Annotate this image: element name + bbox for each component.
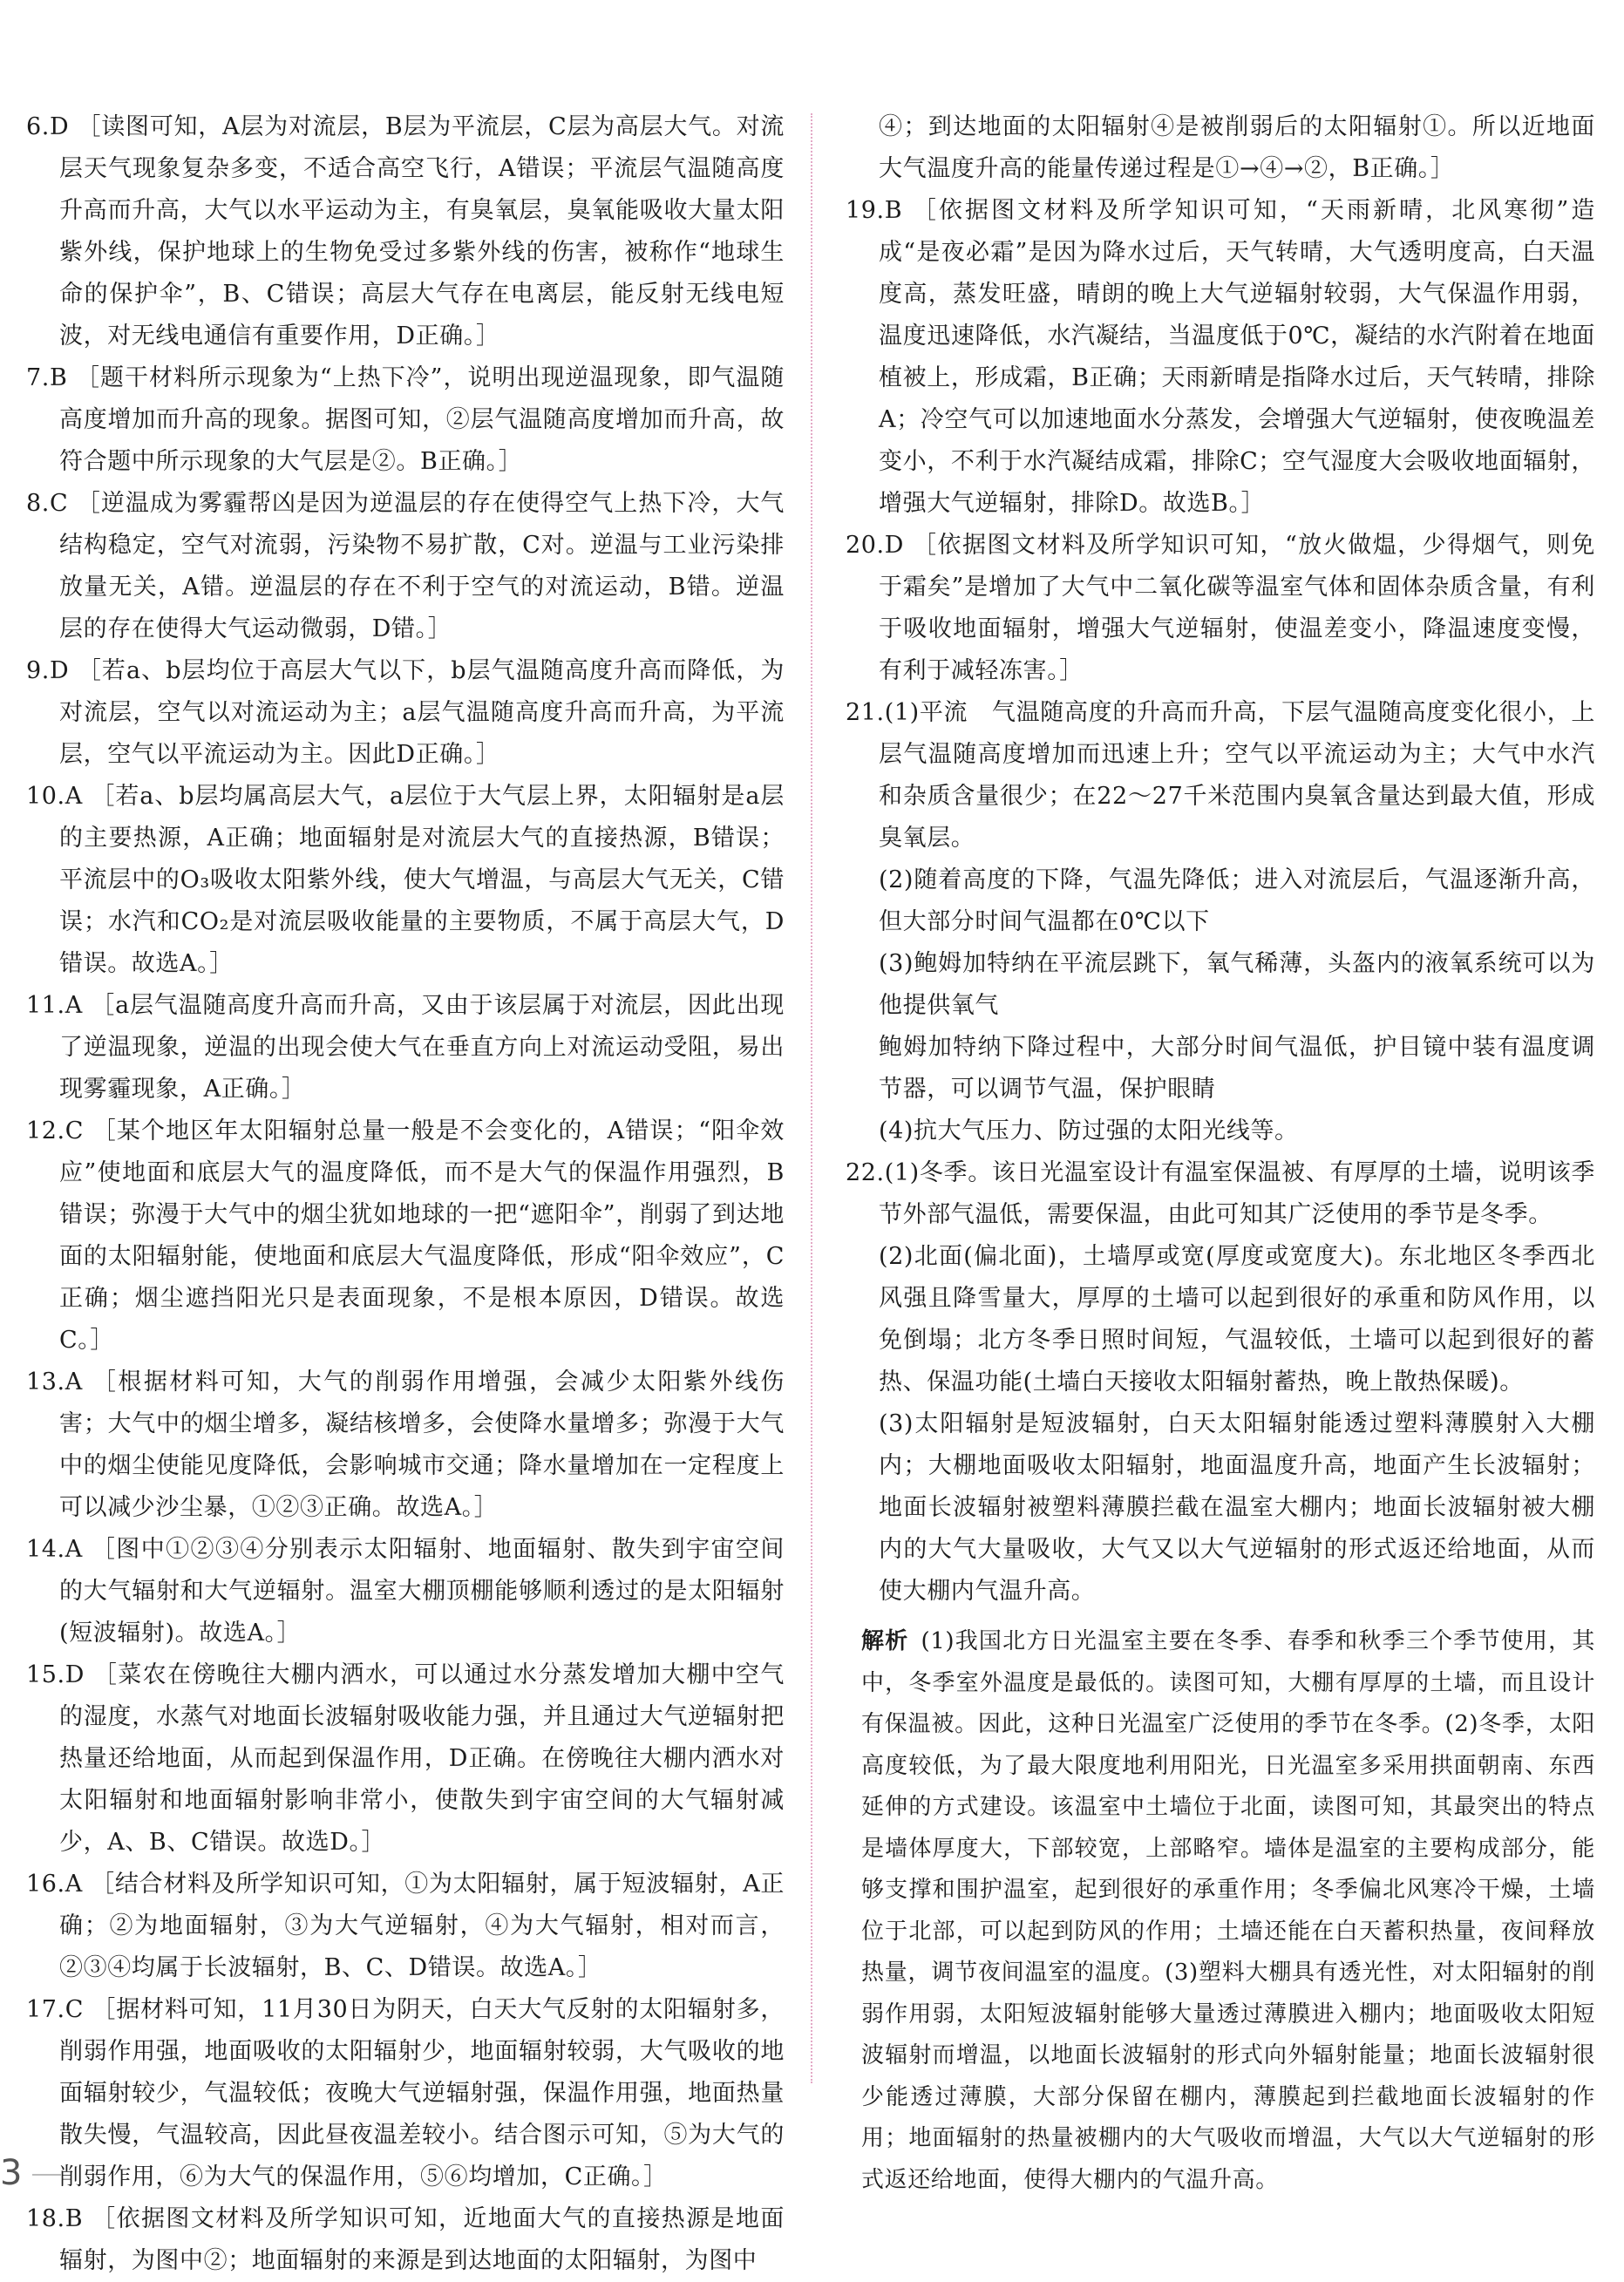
answer-item-15: 15.D ［菜农在傍晚往大棚内洒水，可以通过水分蒸发增加大棚中空气的湿度，水蒸气对地面长波辐射吸收能力强，并且通过大气逆辐射把热量还给地面，从而起到保温作用，D正确。在傍晚往大棚内洒水对太阳辐射和地面辐射影响非常小，使散失到宇宙空间的大气辐射减少，A、B、C错误。故选D。］ xyxy=(26,1661,785,1856)
answer-item-17: 17.C ［据材料可知，11月30日为阴天，白天大气反射的太阳辐射多，削弱作用强，地面吸收的太阳辐射少，地面辐射较弱，大气吸收的地面辐射较少，气温较低；夜晚大气逆辐射强，保温作用强，地面热量散失慢，气温较高，因此昼夜温差较小。结合图示可知，⑤为大气的削弱作用，⑥为大气的保温作用，⑤⑥均增加，C正确。］ xyxy=(26,1996,785,2190)
right-column xyxy=(846,106,1595,2201)
explanation-text: (1)我国北方日光温室主要在冬季、春季和秋季三个季节使用，其中，冬季室外温度是最低的。读图可知，大棚有厚厚的土墙，而且设计有保温被。因此，这种日光温室广泛使用的季节在冬季。(2)冬季，太阳高度较低，为了最大限度地利用阳光，日光温室多采用拱面朝南、东西延伸的方式建设。该温室中土墙位于北面，读图可知，其最突出的特点是墙体厚度大，下部较宽，上部略窄。墙体是温室的主要构成部分，能够支撑和围护温室，起到很好的承重作用；冬季偏北风寒冷干燥，土墙位于北部，可以起到防风的作用；土墙还能在白天蓄积热量，夜间释放热量，调节夜间温室的温度。(3)塑料大棚具有透光性，对太阳辐射的削弱作用弱，太阳短波辐射能够大量透过薄膜进入棚内；地面吸收太阳短波辐射而增温，以地面长波辐射的形式向外辐射能量；地面长波辐射很少能透过薄膜，大部分保留在棚内，薄膜起到拦截地面长波辐射的作用；地面辐射的热量被棚内的大气吸收而增温，大气以大气逆辐射的形式返还给地面，使得大棚内的气温升高。 xyxy=(861,1628,1595,2193)
answer-item-21: 21.(1)平流 气温随高度的升高而升高，下层气温随高度变化很小，上层气温随高度增加而迅速上升；空气以平流运动为主；大气中水汽和杂质含量很少；在22～27千米范围内臭氧含量达到最大值，形成臭氧层。 xyxy=(846,699,1595,852)
column-divider xyxy=(811,113,812,2083)
answer-item-13: 13.A ［根据材料可知，大气的削弱作用增强，会减少太阳紫外线伤害；大气中的烟尘增多，凝结核增多，会使降水量增多；弥漫于大气中的烟尘使能见度降低，会影响城市交通；降水量增加在一定程度上可以减少沙尘暴，①②③正确。故选A。］ xyxy=(26,1369,785,1521)
answer-item-16: 16.A ［结合材料及所学知识可知，①为太阳辐射，属于短波辐射，A正确；②为地面辐射，③为大气逆辐射，④为大气辐射，相对而言，②③④均属于长波辐射，B、C、D错误。故选A。］ xyxy=(26,1871,785,1981)
answer-item-14: 14.A ［图中①②③④分别表示太阳辐射、地面辐射、散失到宇宙空间的大气辐射和大气逆辐射。温室大棚顶棚能够顺利透过的是太阳辐射(短波辐射)。故选A。］ xyxy=(26,1536,785,1647)
explanation-block xyxy=(861,1621,1595,2201)
answer-item-12: 12.C ［某个地区年太阳辐射总量一般是不会变化的，A错误；“阳伞效应”使地面和底层大气的温度降低，而不是大气的保温作用强烈，B错误；弥漫于大气中的烟尘犹如地球的一把“遮阳伞”，削弱了到达地面的太阳辐射能，使地面和底层大气温度降低，形成“阳伞效应”，C正确；烟尘遮挡阳光只是表面现象，不是根本原因，D错误。故选C。］ xyxy=(26,1117,785,1354)
left-column xyxy=(26,106,785,2282)
answer-21-part-3: (3)鲍姆加特纳在平流层跳下，氧气稀薄，头盔内的液氧系统可以为他提供氧气 xyxy=(879,950,1595,1019)
answer-item-19: 19.B ［依据图文材料及所学知识可知，“天雨新晴，北风寒彻”造成“是夜必霜”是因为降水过后，天气转晴，大气透明度高，白天温度高，蒸发旺盛，晴朗的晚上大气逆辐射较弱，大气保温作用弱，温度迅速降低，水汽凝结，当温度低于0℃，凝结的水汽附着在地面植被上，形成霜，B正确；天雨新晴是指降水过后，天气转晴，排除A；冷空气可以加速地面水分蒸发，会增强大气逆辐射，使夜晚温差变小，不利于水汽凝结成霜，排除C；空气湿度大会吸收地面辐射，增强大气逆辐射，排除D。故选B。］ xyxy=(846,197,1595,517)
answer-item-18: 18.B ［依据图文材料及所学知识可知，近地面大气的直接热源是地面辐射，为图中②；地面辐射的来源是到达地面的太阳辐射，为图中 xyxy=(26,2205,785,2274)
page-number: 3 xyxy=(0,2153,23,2193)
answer-22-part-2: (2)北面(偏北面)，土墙厚或宽(厚度或宽度大)。东北地区冬季西北风强且降雪量大，厚厚的土墙可以起到很好的承重和防风作用，以免倒塌；北方冬季日照时间短，气温较低，土墙可以起到很好的蓄热、保温功能(土墙白天接收太阳辐射蓄热，晚上散热保暖)。 xyxy=(879,1243,1595,1396)
answer-item-10: 10.A ［若a、b层均属高层大气，a层位于大气层上界，太阳辐射是a层的主要热源，A正确；地面辐射是对流层大气的直接热源，B错误；平流层中的O₃吸收太阳紫外线，使大气增温，与高层大气无关，C错误；水汽和CO₂是对流层吸收能量的主要物质，不属于高层大气，D错误。故选A。］ xyxy=(26,783,785,977)
answer-22-part-3: (3)太阳辐射是短波辐射，白天太阳辐射能透过塑料薄膜射入大棚内；大棚地面吸收太阳辐射，地面温度升高，地面产生长波辐射；地面长波辐射被塑料薄膜拦截在温室大棚内；地面长波辐射被大棚内的大气大量吸收，大气又以大气逆辐射的形式返还给地面，从而使大棚内气温升高。 xyxy=(879,1410,1595,1605)
answer-item-6: 6.D ［读图可知，A层为对流层，B层为平流层，C层为高层大气。对流层天气现象复杂多变，不适合高空飞行，A错误；平流层气温随高度升高而升高，大气以水平运动为主，有臭氧层，臭氧能吸收大量太阳紫外线，保护地球上的生物免受过多紫外线的伤害，被称作“地球生命的保护伞”，B、C错误；高层大气存在电离层，能反射无线电短波，对无线电通信有重要作用，D正确。］ xyxy=(26,113,785,350)
footer-dash xyxy=(32,2174,62,2176)
answer-item-8: 8.C ［逆温成为雾霾帮凶是因为逆温层的存在使得空气上热下冷，大气结构稳定，空气对流弱，污染物不易扩散，C对。逆温与工业污染排放量无关，A错。逆温层的存在不利于空气的对流运动，B错。逆温层的存在使得大气运动微弱，D错。］ xyxy=(26,490,785,642)
answer-item-11: 11.A ［a层气温随高度升高而升高，又由于该层属于对流层，因此出现了逆温现象，逆温的出现会使大气在垂直方向上对流运动受阻，易出现雾霾现象，A正确。］ xyxy=(26,992,785,1103)
answer-21-part-4: (4)抗大气压力、防过强的太阳光线等。 xyxy=(879,1117,1299,1144)
answer-21-part-2: (2)随着高度的下降，气温先降低；进入对流层后，气温逐渐升高，但大部分时间气温都在0℃以下 xyxy=(879,866,1595,935)
answer-21-part-3-extra: 鲍姆加特纳下降过程中，大部分时间气温低，护目镜中装有温度调节器，可以调节气温，保护眼睛 xyxy=(879,1034,1595,1103)
explanation-label: 解析 xyxy=(861,1628,909,1654)
answer-item-20: 20.D ［依据图文材料及所学知识可知，“放火做煴，少得烟气，则免于霜矣”是增加了大气中二氧化碳等温室气体和固体杂质含量，有利于吸收地面辐射，增强大气逆辐射，使温差变小，降温速度变慢，有利于减轻冻害。］ xyxy=(846,532,1595,684)
answer-item-22: 22.(1)冬季。该日光温室设计有温室保温被、有厚厚的土墙，说明该季节外部气温低，需要保温，由此可知其广泛使用的季节是冬季。 xyxy=(846,1159,1595,1228)
answer-item-18-continued: ④；到达地面的太阳辐射④是被削弱后的太阳辐射①。所以近地面大气温度升高的能量传递过程是①→④→②，B正确。］ xyxy=(879,113,1595,182)
page-footer xyxy=(0,2153,62,2193)
answer-item-7: 7.B ［题干材料所示现象为“上热下冷”，说明出现逆温现象，即气温随高度增加而升高的现象。据图可知，②层气温随高度增加而升高，故符合题中所示现象的大气层是②。B正确。］ xyxy=(26,364,785,475)
answer-item-9: 9.D ［若a、b层均位于高层大气以下，b层气温随高度升高而降低，为对流层，空气以对流运动为主；a层气温随高度升高而升高，为平流层，空气以平流运动为主。因此D正确。］ xyxy=(26,657,785,768)
